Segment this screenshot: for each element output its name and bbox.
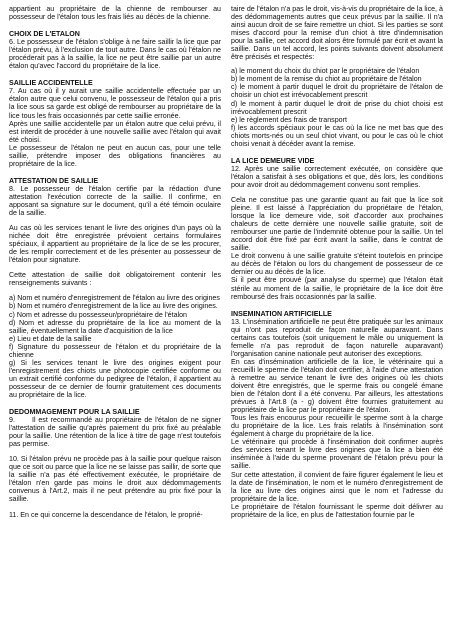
paragraph: appartient au propriétaire de la chienne de rembourser au possesseur de l'étalon tous les frais liés au décès de la chienne.: [9, 5, 221, 22]
paragraph: 9. Il est recommandé au propriétaire de l'étalon de ne signer l'attestation de saillie qu'après paiement du prix fixé au préalable pour la saillie. Une rétention de la lice à titre de gage n'est toutefois pas permise.: [9, 416, 223, 449]
right-column: [231, 5, 443, 636]
paragraph: 6. Le possesseur de l'étalon s'oblige à ne faire saillir la lice que par l'étalon prévu, à l'exclusion de tout autre. Dans le cas où l'étalon ne procéderait pas à la saillie, la lice ne peut être saillie par un autre étalon qu'avec l'accord du propriétaire de la lice.: [9, 38, 221, 71]
paragraph: Sur cette attestation, il convient de faire figurer également le lieu et la date de l'insémination, le nom et le numéro d'enregistrement de la lice au livre des origines ainsi que le nom et l'adresse du propriétaire de la lice.: [231, 470, 443, 503]
paragraph: Le droit convenu à une saillie gratuite s'éteint toutefois en principe au décès de l'étalon ou lors du changement de possesseur de ce dernier ou au décès de la lice.: [231, 252, 443, 277]
paragraph: 7. Au cas où il y aurait une saillie accidentelle effectuée par un étalon autre que celui convenu, le possesseur de l'étalon qui a pris la lice sous sa garde est obligé de rembourser au propriétaire de la lice tous les frais occasionnés par cette saillie erronée.: [9, 87, 221, 120]
paragraph: Le propriétaire de l'étalon fournissant le sperme doit délivrer au propriétaire de la lice, en plus de l'attestation fournie par le: [231, 502, 443, 519]
list-accord-chiot: a) le moment du choix du chiot par le propriétaire de l'étalon b) le moment de la remise du chiot au propriétaire de l'étalon c) le moment à partir duquel le droit du propriétaire de l'étalon de choisir un chiot est irrévocablement prescrit d) le moment à partir duquel le droit de prise du chiot choisi est irrévocablement prescrit e) le règlement des frais de transport f) les accords spéciaux pour le cas où la lice ne met bas que des chiots morts-nés ou un seul chiot vivant, ou pour le cas où le chiot choisi venait à décéder avant la remise.: [231, 67, 443, 148]
heading-saillie-accidentelle: SAILLIE ACCIDENTELLE: [9, 79, 93, 88]
heading-insemination: INSEMINATION ARTIFICIELLE: [231, 309, 332, 318]
paragraph: Au cas où les services tenant le livre des origines d'un pays où la nichée doit être enregistrée prévoient certains formulaires spéciaux, il appartient au propriétaire de la lice de se les procurer, de les remplir correctement et de les présenter au possesseur de l'étalon pour signature.: [9, 224, 221, 265]
heading-choix-etalon: CHOIX DE L'ETALON: [9, 30, 80, 39]
left-column: [9, 5, 221, 636]
paragraph: Le vétérinaire qui procède à l'insémination doit confirmer auprès des services tenant le livre des origines que la lice a bien été inséminée à l'aide du sperme provenant de l'étalon prévu pour la saillie.: [231, 438, 443, 471]
paragraph: Après une saillie accidentelle par un étalon autre que celui prévu, il est interdit de procéder à une nouvelle saillie avec l'étalon qui avait été choisi.: [9, 119, 221, 144]
paragraph: 12. Après une saillie correctement exécutée, on considère que l'étalon a satisfait à ses obligations et que, dès lors, les conditions pour avoir droit au dédommagement convenu sont remplies.: [231, 164, 443, 189]
paragraph: Cette attestation de saillie doit obligatoirement contenir les renseignements suivants :: [9, 271, 221, 288]
paragraph: taire de l'étalon n'a pas le droit, vis-à-vis du propriétaire de la lice, à des dédommagements autres que ceux prévus par la saillie. Il n'a ainsi aucun droit de se faire remettre un chiot. Si les parties se sont mises d'accord pour la remise d'un chiot à titre d'indemnisation pour la saillie, cet accord doit alors être formulé par écrit et avant la saillie. Dans un tel accord, les points suivants doivent absolument être précisés et respectés:: [231, 5, 443, 62]
heading-attestation-saillie: ATTESTATION DE SAILLIE: [9, 176, 99, 185]
heading-dedommagement: DEDOMMAGEMENT POUR LA SAILLIE: [9, 408, 140, 417]
paragraph: 10. Si l'étalon prévu ne procède pas à la saillie pour quelque raison que ce soit ou parce que la lice ne se laisse pas saillir, de sorte que la saillie n'a pas été effectivement exécutée, le propriétaire de l'étalon n'en garde pas moins le droit aux dédommagements convenus à l'Art.2, mais il ne peut prétendre au prix fixé pour la saillie.: [9, 455, 221, 504]
paragraph: 11. En ce qui concerne la descendance de l'étalon, le proprié-: [9, 510, 203, 519]
list-renseignements: a) Nom et numéro d'enregistrement de l'étalon au livre des origines b) Nom et numéro d'enregistrement de la lice au livre des origines. c) Nom et adresse du possesseur/propriétaire de l'étalon d) Nom et adresse du propriétaire de la lice au moment de la saillie, éventuellement la date d'acquisition de la lice e) Lieu et date de la saillie f) Signature du possesseur de l'étalon et du propriétaire de la chienne g) Si les services tenant le livre des origines exigent pour l'enregistrement des chiots une photocopie certifiée conforme ou un extrait certifié conforme du pedigree de l'étalon, il appartient au possesseur de ce dernier de fournir gratuitement ces documents au propriétaire de la lice.: [9, 294, 221, 399]
paragraph: Le possesseur de l'étalon ne peut en aucun cas, pour une telle saillie, prétendre imposer des obligations financières au propriétaire de la lice.: [9, 143, 221, 168]
paragraph: Cela ne constitue pas une garantie quant au fait que la lice soit pleine. Il est laissé à l'appréciation du propriétaire de l'étalon, lorsque la lice demeure vide, soit d'accorder aux prochaines chaleurs de cette dernière une nouvelle saillie gratuite, soit de rembourser une partie de l'indemnité obtenue pour la saillie. Un tel accord doit être fixé par écrit avant la saillie, dans le contrat de saillie.: [231, 195, 443, 253]
paragraph: En cas d'insémination artificielle de la lice, le vétérinaire qui a recueilli le sperme de l'étalon doit certifier, à l'aide d'une attestation à remettre au service tenant le livre des origines où les chiots doivent être enregistrés, que le sperme frais ou congelé émane bien de l'étalon dont il a été convenu. Par ailleurs, les attestations prévues à l'Art.8 (a - g) doivent être fournies gratuitement au propriétaire de la lice par le propriétaire de l'étalon.: [231, 357, 443, 415]
heading-lice-vide: LA LICE DEMEURE VIDE: [231, 156, 315, 165]
paragraph: 8. Le possesseur de l'étalon certifie par la rédaction d'une attestation l'exécution correcte de la saillie. Il confirme, en apposant sa signature sur le document, qu'il a été témoin oculaire de la saillie.: [9, 184, 221, 218]
paragraph: 13. L'insémination artificielle ne peut être pratiquée sur les animaux qui n'ont pas reproduit de façon naturelle auparavant. Dans certains cas toutefois (soit uniquement le mâle ou uniquement la femelle n'a pas reproduit de façon naturelle auparavant) l'organisation canine nationale peut autoriser des exceptions.: [231, 317, 443, 358]
paragraph: Tous les frais encourus pour recueillir le sperme sont à la charge du propriétaire de la lice. Les frais relatifs à l'insémination sont également à charge du propriétaire de la lice.: [231, 414, 443, 439]
paragraph: Si il peut être prouvé (par analyse du sperme) que l'étalon était stérile au moment de la saillie, le propriétaire de la lice doit être remboursé des frais occasionnés par la saillie.: [231, 276, 443, 301]
